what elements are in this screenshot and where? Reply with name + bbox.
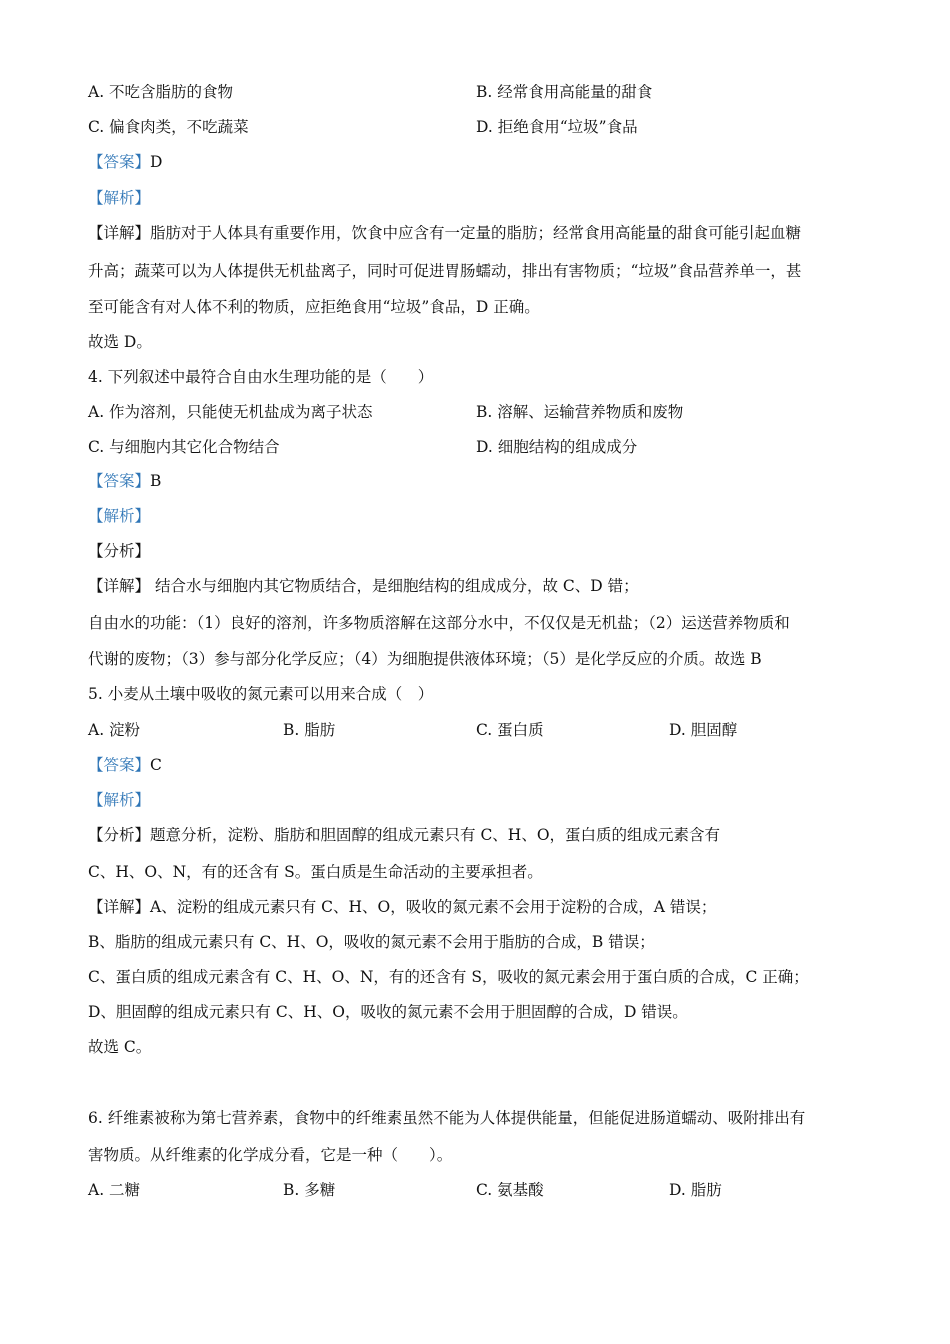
q3-answer-line	[88, 152, 162, 172]
q3-detail-line-1	[88, 223, 801, 243]
q5-detail-line-2: B、脂肪的组成元素只有 C、H、O，吸收的氮元素不会用于脂肪的合成，B 错误；	[88, 933, 655, 951]
detail-label: 【详解】	[88, 577, 151, 595]
q5-analysis-label	[88, 790, 150, 810]
q5-stem: 5. 小麦从土壤中吸收的氮元素可以用来合成（ ）	[88, 685, 434, 703]
analysis-label: 【解析】	[88, 189, 151, 207]
q5-option-c: C. 蛋白质	[476, 721, 544, 739]
q6-stem-line-1: 6. 纤维素被称为第七营养素，食物中的纤维素虽然不能为人体提供能量，但能促进肠道蠕动、吸附排出有	[88, 1109, 806, 1127]
q5-fenxi-line-1	[88, 825, 720, 845]
q5-option-d: D. 胆固醇	[669, 721, 738, 739]
q4-detail-line-1	[88, 576, 639, 596]
q5-answer-line	[88, 755, 162, 775]
q6-option-b: B. 多糖	[283, 1181, 336, 1199]
q4-option-c: C. 与细胞内其它化合物结合	[88, 438, 280, 456]
q4-detail-line-3: 代谢的废物；（3）参与部分化学反应；（4）为细胞提供液体环境；（5）是化学反应的介质。故选 B	[88, 650, 762, 668]
q5-option-a: A. 淀粉	[88, 721, 141, 739]
q6-option-c: C. 氨基酸	[476, 1181, 544, 1199]
q3-answer: D	[150, 153, 163, 171]
q5-fenxi-text-1: 题意分析，淀粉、脂肪和胆固醇的组成元素只有 C、H、O，蛋白质的组成元素含有	[150, 826, 721, 844]
q3-detail-line-2: 升高；蔬菜可以为人体提供无机盐离子，同时可促进胃肠蠕动，排出有害物质；“垃圾”食品营养单一，甚	[88, 262, 802, 280]
q4-analysis-label	[88, 506, 150, 526]
q4-option-b: B. 溶解、运输营养物质和废物	[476, 403, 684, 421]
q3-conclusion: 故选 D。	[88, 333, 152, 351]
detail-label: 【详解】	[88, 898, 151, 916]
analysis-label: 【解析】	[88, 507, 151, 525]
q5-conclusion: 故选 C。	[88, 1038, 152, 1056]
q6-option-a: A. 二糖	[88, 1181, 141, 1199]
analysis-label: 【解析】	[88, 791, 151, 809]
q6-option-d: D. 脂肪	[669, 1181, 722, 1199]
q4-detail-line-2: 自由水的功能：（1）良好的溶剂，许多物质溶解在这部分水中，不仅仅是无机盐；（2）运送营养物质和	[88, 614, 790, 632]
q3-option-b: B. 经常食用高能量的甜食	[476, 83, 653, 101]
q5-fenxi-line-2: C、H、O、N，有的还含有 S。蛋白质是生命活动的主要承担者。	[88, 863, 543, 881]
q4-fenxi-label: 【分析】	[88, 542, 151, 560]
q3-detail-text-1: 脂肪对于人体具有重要作用，饮食中应含有一定量的脂肪；经常食用高能量的甜食可能引起血糖	[150, 224, 802, 242]
q5-detail-line-1	[88, 897, 716, 917]
q6-stem-line-2: 害物质。从纤维素的化学成分看，它是一种（ ）。	[88, 1146, 453, 1164]
answer-label: 【答案】	[88, 153, 151, 171]
q3-option-c: C. 偏食肉类，不吃蔬菜	[88, 118, 249, 136]
q4-answer-line	[88, 471, 161, 491]
q5-detail-line-3: C、蛋白质的组成元素含有 C、H、O、N，有的还含有 S，吸收的氮元素会用于蛋白质的合成，C 正确；	[88, 968, 809, 986]
detail-label: 【详解】	[88, 224, 151, 242]
q4-stem: 4. 下列叙述中最符合自由水生理功能的是（ ）	[88, 368, 434, 386]
q3-analysis-label	[88, 188, 150, 208]
q3-option-a: A. 不吃含脂肪的食物	[88, 83, 234, 101]
q4-option-a: A. 作为溶剂，只能使无机盐成为离子状态	[88, 403, 373, 421]
fenxi-label: 【分析】	[88, 826, 151, 844]
q5-answer: C	[150, 756, 162, 774]
q5-detail-line-4: D、胆固醇的组成元素只有 C、H、O，吸收的氮元素不会用于胆固醇的合成，D 错误。	[88, 1003, 688, 1021]
answer-label: 【答案】	[88, 756, 151, 774]
q4-detail-text-1: 结合水与细胞内其它物质结合，是细胞结构的组成成分，故 C、D 错；	[150, 577, 639, 595]
q5-option-b: B. 脂肪	[283, 721, 336, 739]
answer-label: 【答案】	[88, 472, 151, 490]
q5-detail-text-1: A、淀粉的组成元素只有 C、H、O，吸收的氮元素不会用于淀粉的合成，A 错误；	[150, 898, 717, 916]
q4-option-d: D. 细胞结构的组成成分	[476, 438, 638, 456]
q4-answer: B	[150, 472, 162, 490]
q3-detail-line-3: 至可能含有对人体不利的物质，应拒绝食用“垃圾”食品，D 正确。	[88, 298, 540, 316]
q3-option-d: D. 拒绝食用“垃圾”食品	[476, 118, 638, 136]
